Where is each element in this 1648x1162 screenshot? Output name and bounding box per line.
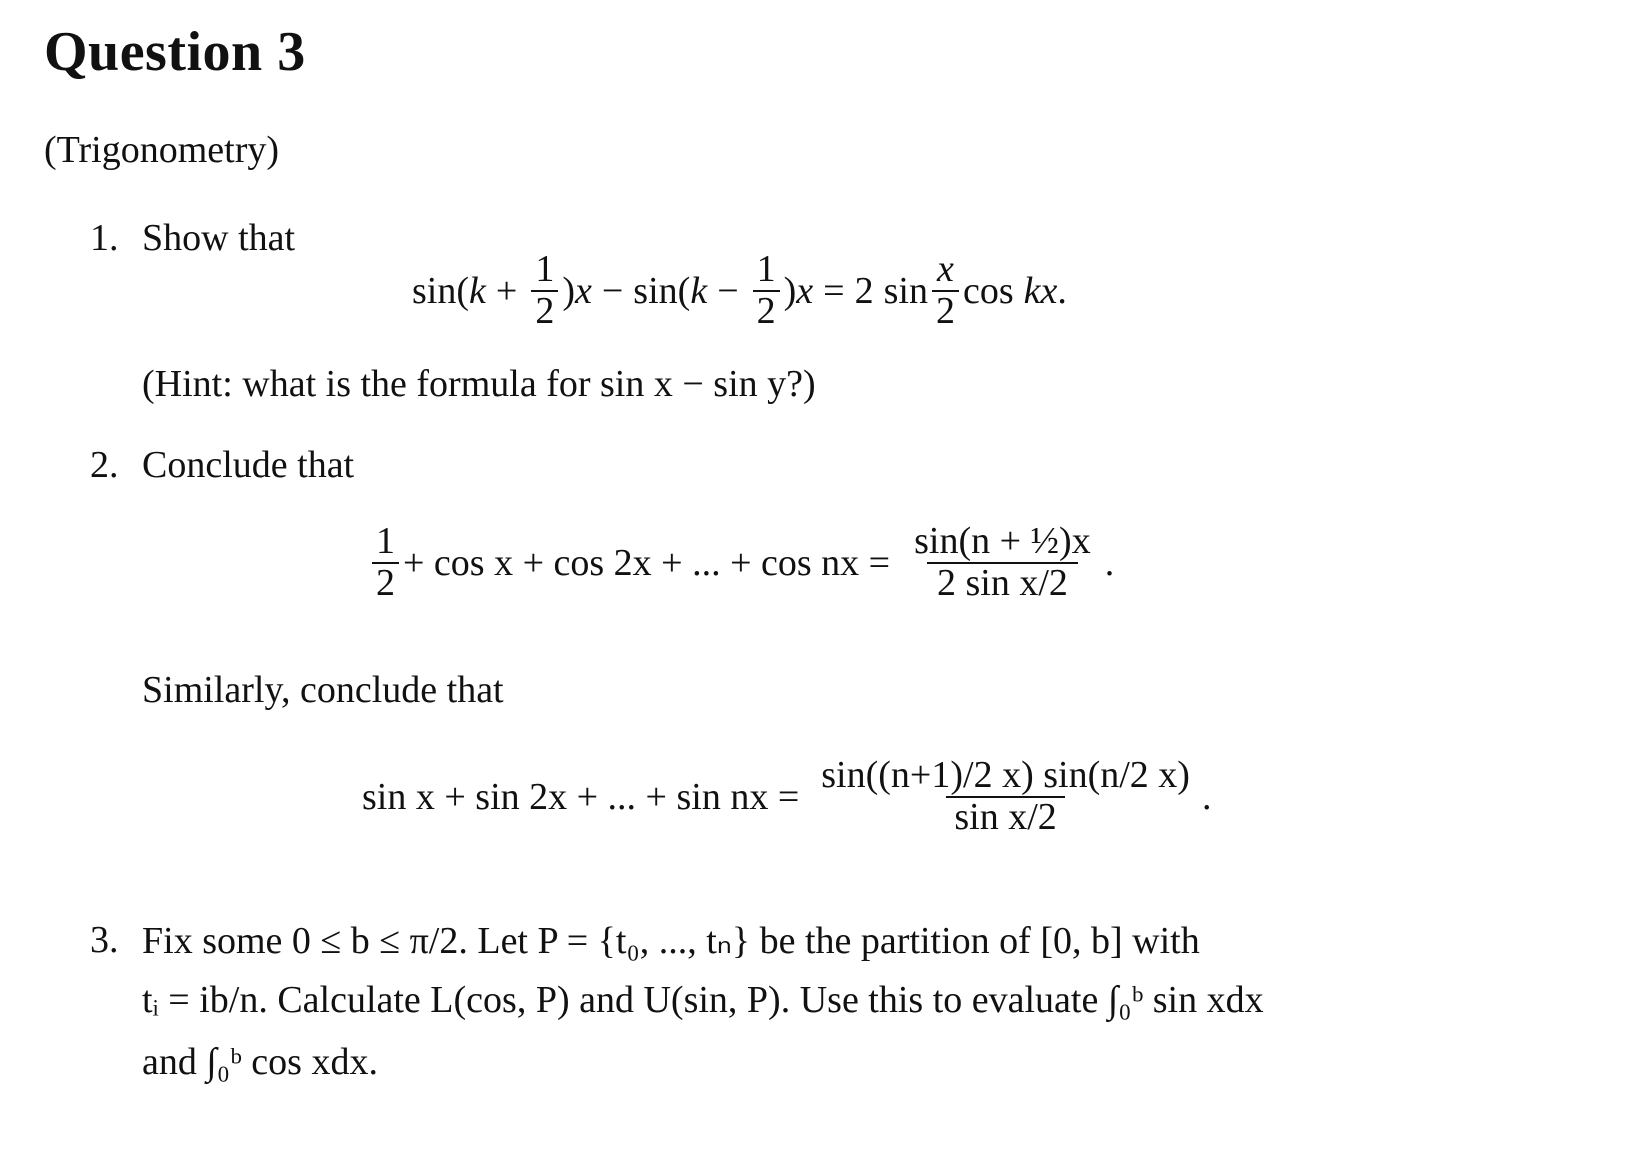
frac-one-half-2: $\frac{1}{2}$ bbox=[753, 250, 780, 332]
item-3-line-3: and ∫₀ᵇ cos xdx. bbox=[142, 1041, 378, 1083]
item-2-equation-sin: sin x + sin 2x + ... + sin nx = $\frac{\sin((n+1)/2 x) \sin(n/2 x)}{\text{sin x/2}}$ . bbox=[362, 754, 1212, 838]
item-3-number: 3. bbox=[90, 919, 119, 961]
item-2-equation-cos: $\frac{1}{2}$ + cos x + cos 2x + ... + cos nx = $\frac{\text{sin(n + ½)x}}{\text{2 sin x/2}}$ . bbox=[368, 522, 1114, 604]
question-topic: (Trigonometry) bbox=[44, 129, 280, 171]
sin-sum-lhs: sin x + sin 2x + ... + sin nx = bbox=[362, 775, 800, 818]
eq-coef: 2 bbox=[854, 269, 874, 312]
eq-k-2: k bbox=[690, 269, 708, 312]
eq-x-2: x bbox=[796, 269, 814, 312]
frac-x-half: $\frac{x}{2}$ bbox=[932, 250, 959, 332]
eq-equals: = bbox=[823, 269, 845, 312]
eq-kx: kx bbox=[1023, 269, 1058, 312]
sin-sum-rhs: $\frac{\sin((n+1)/2 x) \sin(n/2 x)}{\text{sin x/2}}$ bbox=[821, 754, 1190, 838]
item-3-line-1: Fix some 0 ≤ b ≤ π/2. Let P = {t₀, ..., tₙ} be the partition of [0, b] with bbox=[142, 920, 1200, 962]
eq-x: x bbox=[574, 269, 592, 312]
item-1-equation: sin ( k + $\frac{1}{2}$ ) x − sin ( k − $\frac{1}{2}$ ) x = 2 sin $\frac{x}{2}$ cos kx . bbox=[412, 248, 1067, 332]
eq-k: k bbox=[469, 269, 486, 312]
eq-plus: + bbox=[495, 269, 518, 312]
eq-sin: sin bbox=[412, 269, 457, 312]
item-1-hint: (Hint: what is the formula for sin x − sin y?) bbox=[142, 363, 816, 405]
frac-one-half: $\frac{1}{2}$ bbox=[531, 250, 558, 332]
item-1-number: 1. bbox=[90, 217, 119, 259]
eq-sin-3: sin bbox=[883, 269, 928, 312]
question-title: Question 3 bbox=[44, 21, 306, 83]
eq-cos: cos bbox=[962, 269, 1014, 312]
item-3-line-2: tᵢ = ib/n. Calculate L(cos, P) and U(sin, P). Use this to evaluate ∫₀ᵇ sin xdx bbox=[142, 979, 1264, 1021]
item-1-prompt: Show that bbox=[142, 217, 296, 259]
similarly-text: Similarly, conclude that bbox=[142, 669, 504, 711]
cos-sum-lhs: + cos x + cos 2x + ... + cos nx = bbox=[403, 541, 891, 584]
cos-sum-rhs: $\frac{\text{sin(n + ½)x}}{\text{2 sin x/2}}$ bbox=[914, 520, 1091, 604]
item-2-number: 2. bbox=[90, 444, 119, 486]
item-2-prompt: Conclude that bbox=[142, 444, 355, 486]
eq-sin-2: sin bbox=[633, 269, 678, 312]
frac-one-half-3: $\frac{1}{2}$ bbox=[372, 522, 399, 604]
eq-minus-2: − bbox=[717, 269, 739, 312]
eq-minus: − bbox=[601, 269, 624, 312]
